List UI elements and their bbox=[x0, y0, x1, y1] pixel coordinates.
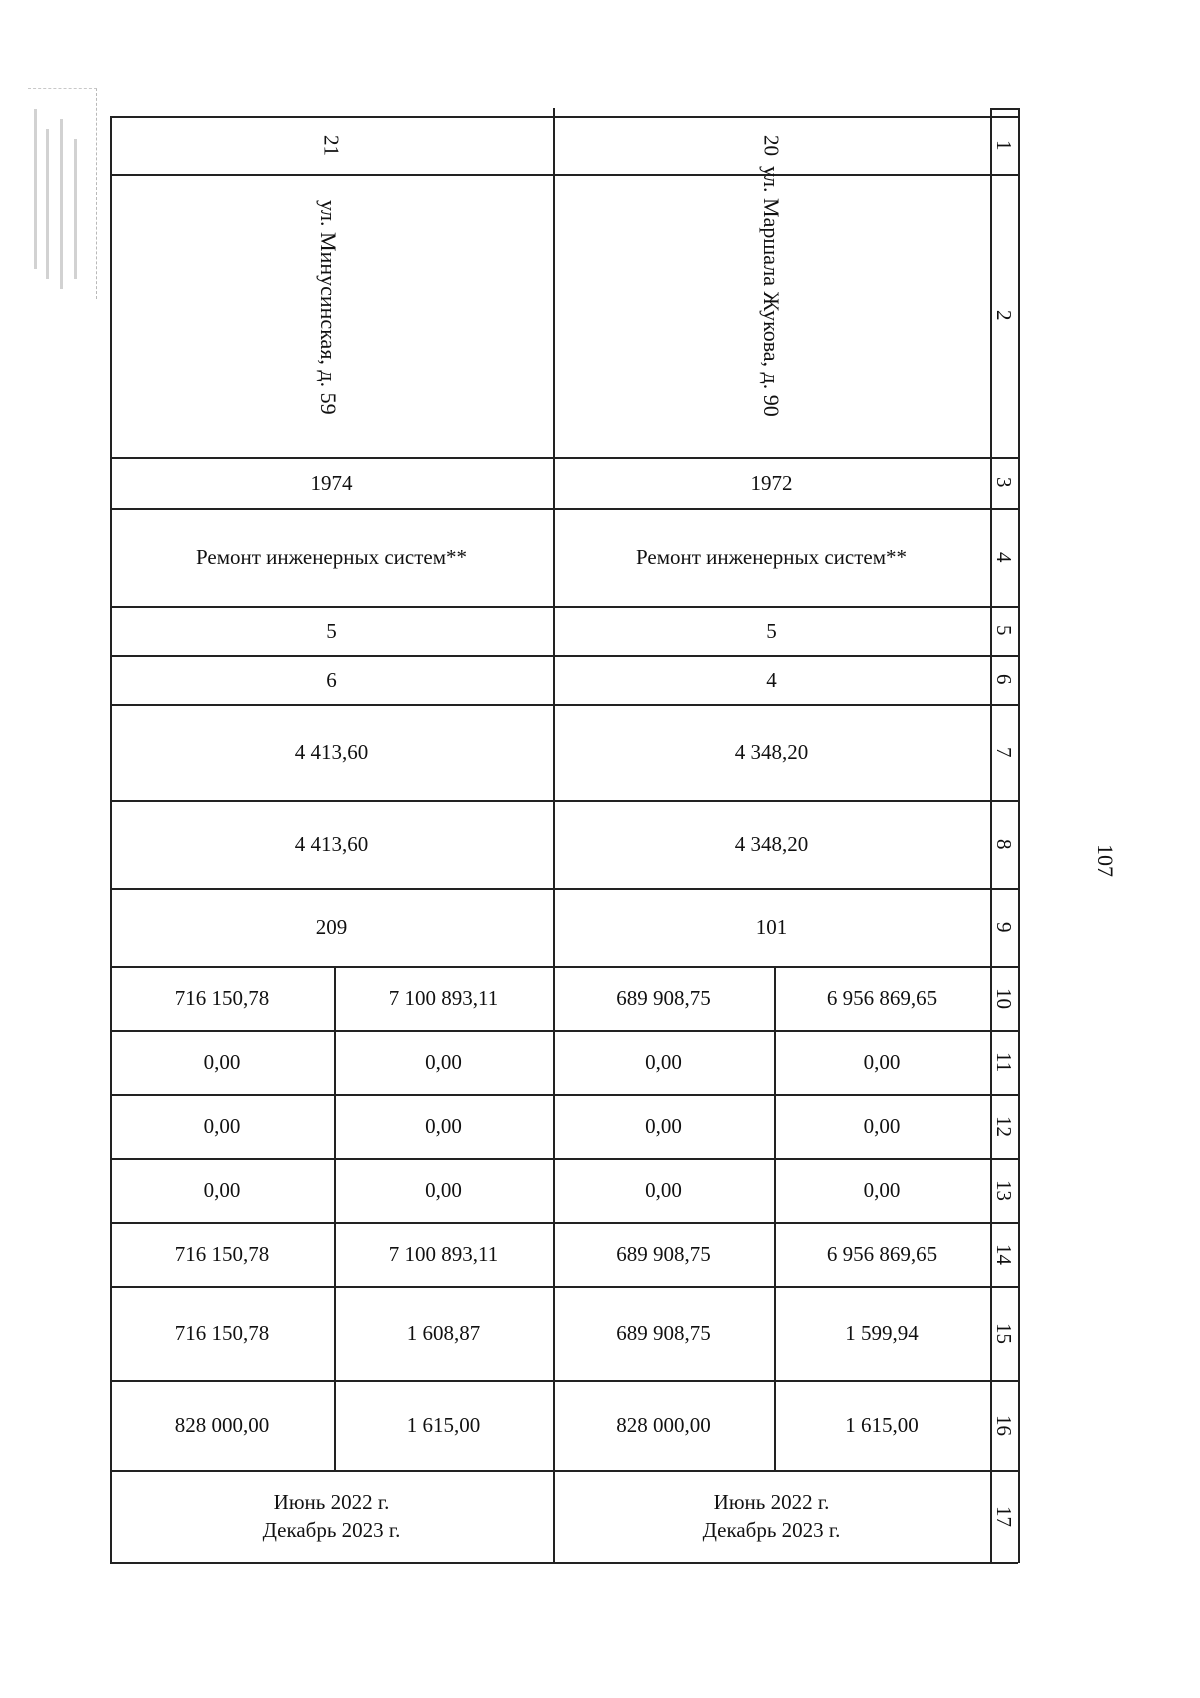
row-21-col8: 4 413,60 bbox=[294, 832, 369, 856]
column-number-2: 2 bbox=[992, 310, 1016, 321]
row-21-col15-a: 716 150,78 bbox=[174, 1321, 270, 1345]
row-20-col5: 5 bbox=[766, 618, 777, 643]
row-20-col16-a: 828 000,00 bbox=[616, 1413, 711, 1437]
row-21-col13-b: 0,00 bbox=[425, 1178, 462, 1202]
row-20-col14-b: 6 956 869,65 bbox=[826, 1242, 938, 1266]
row-21-col15-b: 1 608,87 bbox=[406, 1321, 481, 1345]
row-21-address: ул. Минусинская, д. 59 bbox=[316, 200, 341, 415]
row-21-col11-a: 0,00 bbox=[203, 1050, 241, 1074]
row-20-col10-b: 6 956 869,65 bbox=[826, 986, 938, 1010]
row-21-col17: Июнь 2022 г. Декабрь 2023 г. bbox=[262, 1490, 401, 1542]
row-21-col14-b: 7 100 893,11 bbox=[388, 1242, 499, 1266]
row-20-col10-a: 689 908,75 bbox=[616, 986, 711, 1010]
row-20-col11-a: 0,00 bbox=[645, 1050, 682, 1074]
row-20-col7: 4 348,20 bbox=[734, 740, 809, 764]
row-21-work-type: Ремонт инженерных систем** bbox=[195, 545, 468, 569]
row-20-col12-b: 0,00 bbox=[863, 1114, 901, 1138]
row-20-col9: 101 bbox=[755, 915, 788, 939]
column-number-9: 9 bbox=[992, 921, 1016, 933]
row-21-number: 21 bbox=[319, 134, 344, 156]
column-number-11: 11 bbox=[992, 1051, 1016, 1073]
page-number: 107 bbox=[1093, 843, 1118, 877]
row-21-col11-b: 0,00 bbox=[425, 1050, 462, 1074]
row-21-col6: 6 bbox=[326, 667, 337, 692]
row-20-col16-b: 1 615,00 bbox=[845, 1413, 919, 1437]
column-number-5: 5 bbox=[992, 625, 1016, 636]
column-number-6: 6 bbox=[992, 674, 1016, 685]
row-21-col16-b: 1 615,00 bbox=[406, 1413, 481, 1437]
row-20-work-type: Ремонт инженерных систем** bbox=[635, 545, 908, 569]
row-21-col14-a: 716 150,78 bbox=[174, 1242, 270, 1266]
row-20-col13-b: 0,00 bbox=[863, 1178, 901, 1202]
column-number-7: 7 bbox=[992, 746, 1016, 758]
row-20-col12-a: 0,00 bbox=[645, 1114, 682, 1138]
column-number-16: 16 bbox=[992, 1414, 1016, 1436]
column-number-8: 8 bbox=[992, 838, 1016, 850]
row-21-col16-a: 828 000,00 bbox=[174, 1413, 270, 1437]
row-21-year: 1974 bbox=[310, 470, 353, 495]
row-20-col11-b: 0,00 bbox=[863, 1050, 901, 1074]
row-20-address: ул. Маршала Жукова, д. 90 bbox=[759, 166, 784, 417]
column-number-3: 3 bbox=[992, 477, 1016, 488]
row-20-col8: 4 348,20 bbox=[734, 832, 809, 856]
row-21-col5: 5 bbox=[326, 618, 337, 643]
column-number-14: 14 bbox=[992, 1243, 1016, 1265]
row-21-col13-a: 0,00 bbox=[203, 1178, 241, 1202]
column-number-13: 13 bbox=[992, 1179, 1016, 1201]
row-21-col12-b: 0,00 bbox=[425, 1114, 462, 1138]
archive-stamp bbox=[28, 88, 97, 299]
row-21-col10-b: 7 100 893,11 bbox=[388, 986, 499, 1010]
column-number-1: 1 bbox=[992, 139, 1016, 151]
row-20-year: 1972 bbox=[750, 470, 793, 495]
row-21-col9: 209 bbox=[315, 915, 348, 939]
column-number-17: 17 bbox=[992, 1505, 1016, 1527]
column-number-10: 10 bbox=[992, 987, 1016, 1009]
column-number-12: 12 bbox=[992, 1115, 1016, 1137]
row-20-col14-a: 689 908,75 bbox=[616, 1242, 711, 1266]
row-21-col7: 4 413,60 bbox=[294, 740, 369, 764]
row-20-col17: Июнь 2022 г. Декабрь 2023 г. bbox=[702, 1490, 841, 1542]
row-20-col6: 4 bbox=[766, 667, 777, 692]
column-number-15: 15 bbox=[992, 1322, 1016, 1344]
row-20-col13-a: 0,00 bbox=[645, 1178, 682, 1202]
row-21-col10-a: 716 150,78 bbox=[174, 986, 270, 1010]
row-21-col12-a: 0,00 bbox=[203, 1114, 241, 1138]
row-20-number: 20 bbox=[759, 134, 784, 156]
row-20-col15-b: 1 599,94 bbox=[845, 1321, 919, 1345]
column-number-4: 4 bbox=[992, 551, 1016, 563]
row-20-col15-a: 689 908,75 bbox=[616, 1321, 711, 1345]
